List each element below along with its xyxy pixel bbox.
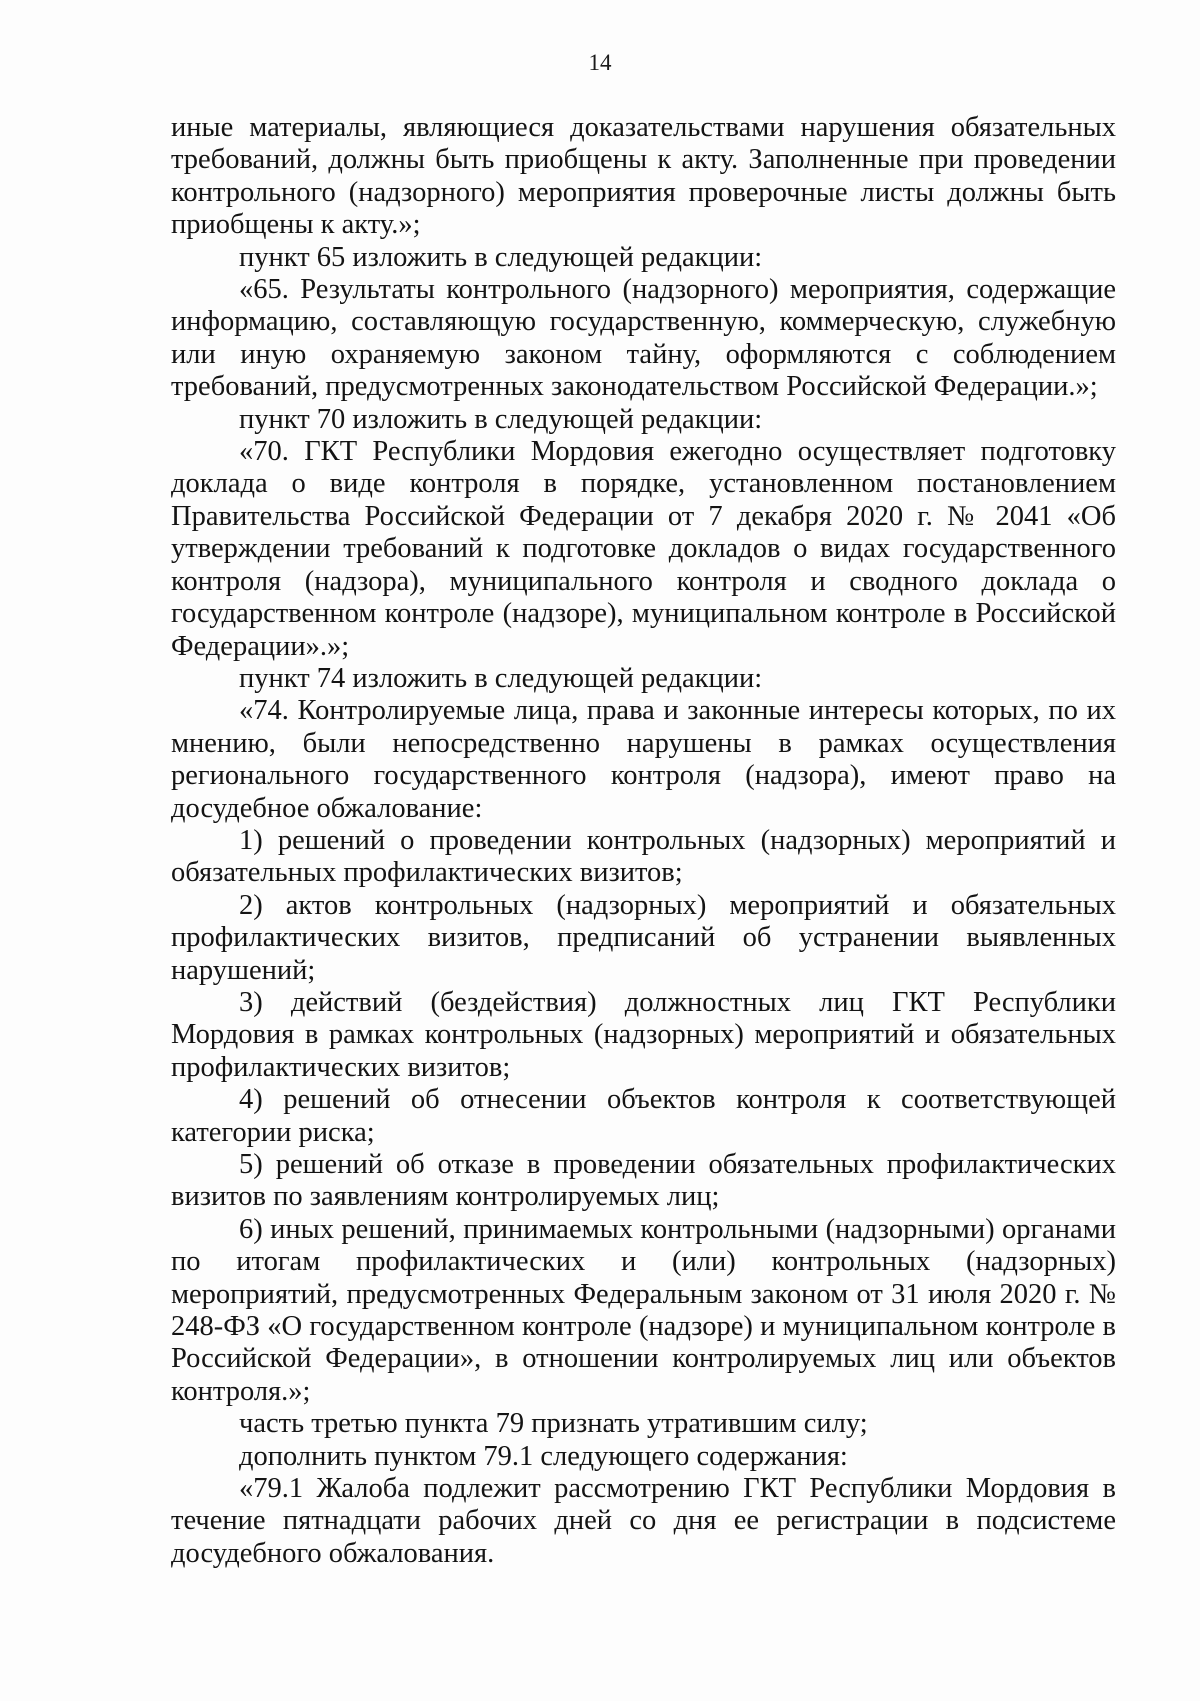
paragraph-clause-65: «65. Результаты контрольного (надзорного) мероприятия, содержащие информацию, составляющую государственную, коммерческую, служебную или иную охраняемую законом тайну, оформляются с соблюдением требований, предусмотренных законодательством Российской Федерации.»; — [171, 274, 1116, 403]
list-item-1: 1) решений о проведении контрольных (надзорных) мероприятий и обязательных профилактических визитов; — [171, 824, 1116, 889]
paragraph-amendment-intro-79-1: дополнить пунктом 79.1 следующего содержания: — [239, 1440, 848, 1472]
paragraph-clause-79-repeal: часть третью пункта 79 признать утратившим силу; — [239, 1408, 868, 1440]
paragraph-clause-79-1: «79.1 Жалоба подлежит рассмотрению ГКТ Республики Мордовия в течение пятнадцати рабочих дней со дня ее регистрации в подсистеме досудебного обжалования. — [171, 1473, 1116, 1569]
list-item-5: 5) решений об отказе в проведении обязательных профилактических визитов по заявлениям контролируемых лиц; — [171, 1149, 1116, 1213]
list-item-3: 3) действий (бездействия) должностных лиц ГКТ Республики Мордовия в рамках контрольных (надзорных) мероприятий и обязательных профилактических визитов; — [171, 986, 1116, 1083]
paragraph-continuation: иные материалы, являющиеся доказательствами нарушения обязательных требований, должны быть приобщены к акту. Заполненные при проведении контрольного (надзорного) мероприятия проверочные листы должны быть приобщены к акту.»; — [171, 112, 1116, 241]
paragraph-clause-74: «74. Контролируемые лица, права и законные интересы которых, по их мнению, были непосредственно нарушены в рамках осуществления регионального государственного контроля (надзора), имеют право на досудебное обжалование: — [171, 695, 1116, 824]
page-number: 14 — [588, 50, 612, 75]
list-item-2: 2) актов контрольных (надзорных) мероприятий и обязательных профилактических визитов, предписаний об устранении выявленных нарушений; — [171, 889, 1116, 986]
list-item-4: 4) решений об отнесении объектов контроля к соответствующей категории риска; — [171, 1084, 1116, 1148]
list-item-6: 6) иных решений, принимаемых контрольными (надзорными) органами по итогам профилактических и (или) контрольных (надзорных) мероприятий, предусмотренных Федеральным законом от 31 июля 2020 г. № 248-ФЗ «О государственном контроле (надзоре) и муниципальном контроле в Российской Федерации», в отношении контролируемых лиц или объектов контроля.»; — [171, 1213, 1116, 1407]
paragraph-amendment-intro-74: пункт 74 изложить в следующей редакции: — [239, 662, 763, 694]
paragraph-clause-70: «70. ГКТ Республики Мордовия ежегодно осуществляет подготовку доклада о виде контроля в порядке, установленном постановлением Правительства Российской Федерации от 7 декабря 2020 г. № 2041 «Об утверждении требований к подготовке докладов о видах государственного контроля (надзора), муниципального контроля и сводного доклада о государственном контроле (надзоре), муниципальном контроле в Российской Федерации».»; — [171, 436, 1116, 662]
paragraph-amendment-intro-70: пункт 70 изложить в следующей редакции: — [239, 403, 763, 435]
paragraph-amendment-intro-65: пункт 65 изложить в следующей редакции: — [239, 241, 763, 273]
document-body — [171, 112, 1116, 1570]
